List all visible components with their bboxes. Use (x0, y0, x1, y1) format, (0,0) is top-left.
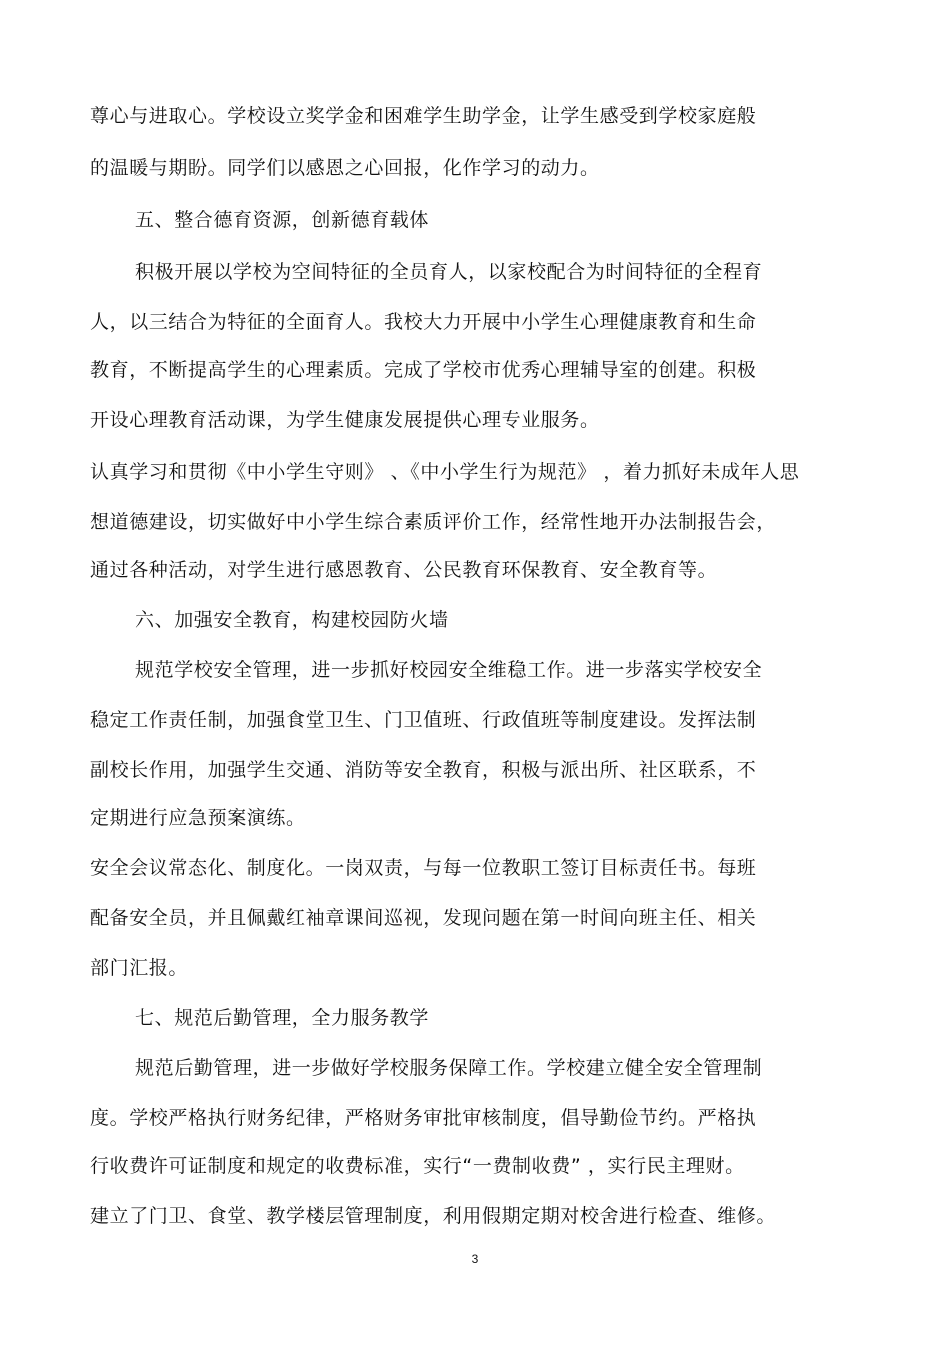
paragraph-line: 度。学校严格执行财务纪律，严格财务审批审核制度，倡导勤俭节约。严格执 (90, 1107, 757, 1129)
page-number: 3 (471, 1252, 479, 1266)
paragraph-line: 稳定工作责任制，加强食堂卫生、门卫值班、行政值班等制度建设。发挥法制 (90, 709, 757, 731)
paragraph-line: 建立了门卫、食堂、教学楼层管理制度，利用假期定期对校舍进行检查、维修。 (90, 1205, 777, 1227)
section-heading: 七、规范后勤管理，全力服务教学 (135, 1007, 430, 1029)
paragraph-line: 规范学校安全管理，进一步抓好校园安全维稳工作。进一步落实学校安全 (135, 659, 763, 681)
paragraph-line: 积极开展以学校为空间特征的全员育人，以家校配合为时间特征的全程育 (135, 261, 763, 283)
paragraph-line: 想道德建设，切实做好中小学生综合素质评价工作，经常性地开办法制报告会， (90, 511, 777, 533)
paragraph-line: 配备安全员，并且佩戴红袖章课间巡视，发现问题在第一时间向班主任、相关 (90, 907, 757, 929)
paragraph-line: 教育，不断提高学生的心理素质。完成了学校市优秀心理辅导室的创建。积极 (90, 359, 757, 381)
paragraph-line: 部门汇报。 (90, 957, 189, 979)
paragraph-line: 通过各种活动，对学生进行感恩教育、公民教育环保教育、安全教育等。 (90, 559, 718, 581)
paragraph-line: 规范后勤管理，进一步做好学校服务保障工作。学校建立健全安全管理制 (135, 1057, 763, 1079)
paragraph-line: 安全会议常态化、制度化。一岗双责，与每一位教职工签订目标责任书。每班 (90, 857, 757, 879)
section-heading: 五、整合德育资源，创新德育载体 (135, 209, 430, 231)
paragraph-line: 行收费许可证制度和规定的收费标准，实行“一费制收费” ，实行民主理财。 (90, 1155, 745, 1177)
paragraph-line: 人，以三结合为特征的全面育人。我校大力开展中小学生心理健康教育和生命 (90, 311, 757, 333)
paragraph-line: 副校长作用，加强学生交通、消防等安全教育，积极与派出所、社区联系，不 (90, 759, 757, 781)
section-heading: 六、加强安全教育，构建校园防火墙 (135, 609, 449, 631)
paragraph-line: 认真学习和贯彻《中小学生守则》 、《中小学生行为规范》 ，着力抓好未成年人思 (90, 461, 800, 483)
paragraph-line: 开设心理教育活动课，为学生健康发展提供心理专业服务。 (90, 409, 600, 431)
paragraph-line: 定期进行应急预案演练。 (90, 807, 306, 829)
paragraph-line: 尊心与进取心。学校设立奖学金和困难学生助学金，让学生感受到学校家庭般 (90, 105, 757, 127)
paragraph-line: 的温暖与期盼。同学们以感恩之心回报，化作学习的动力。 (90, 157, 600, 179)
